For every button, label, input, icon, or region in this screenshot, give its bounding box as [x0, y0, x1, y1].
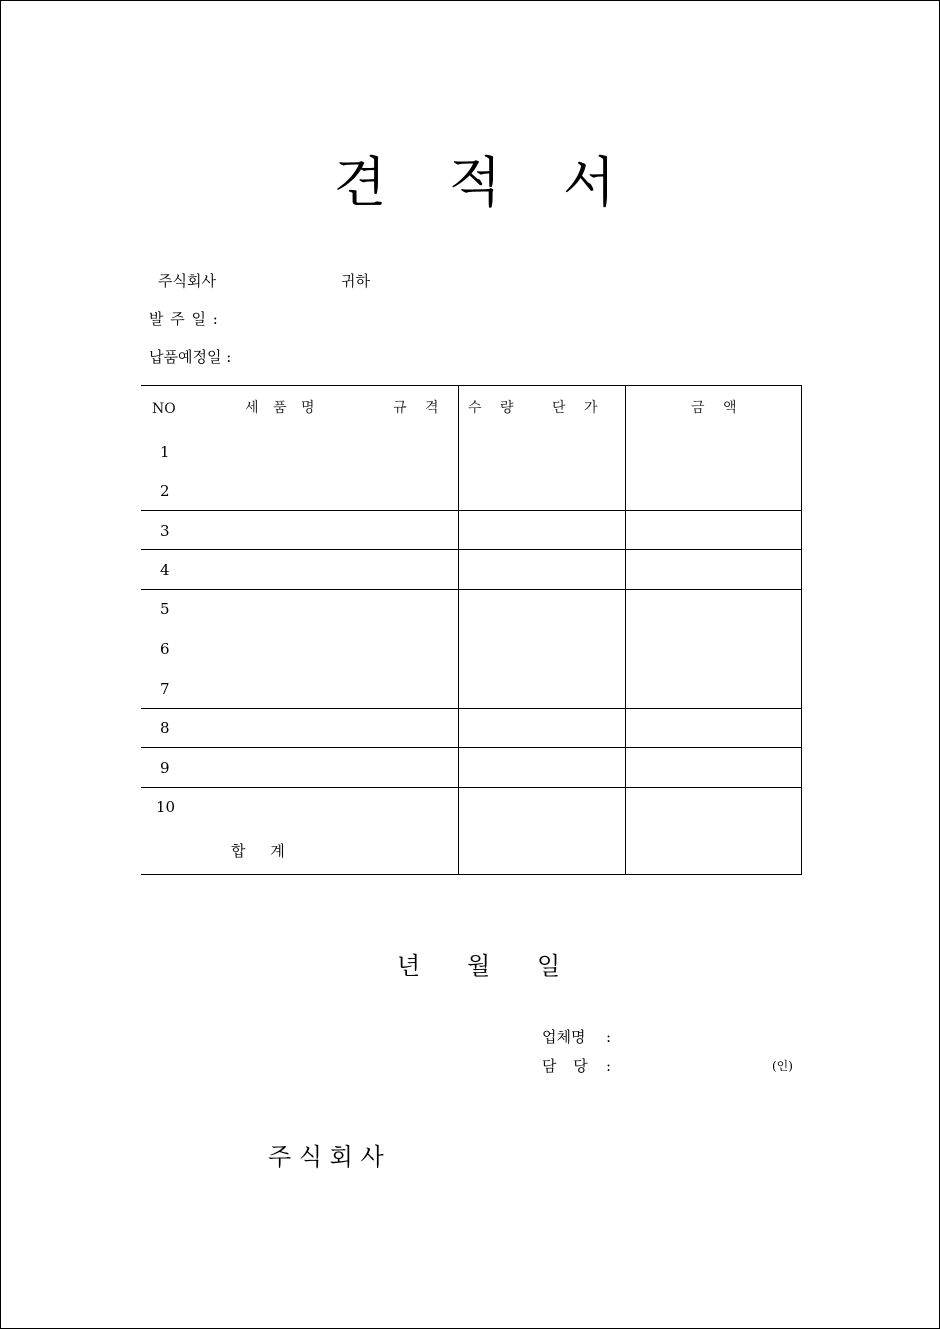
date-year: 년 — [397, 952, 421, 980]
row-number: 9 — [160, 759, 170, 777]
row-number: 4 — [160, 561, 170, 579]
header-amount: 금 액 — [691, 400, 737, 416]
header-spec: 규 격 — [393, 400, 439, 416]
row-number: 6 — [160, 640, 170, 658]
title-char-2: 적 — [449, 151, 502, 214]
row-number: 3 — [160, 522, 170, 540]
supplier-company-label: 업체명 — [542, 1028, 586, 1046]
row-number: 2 — [160, 482, 170, 500]
header-unit-price: 단 가 — [552, 400, 598, 416]
row-number: 8 — [160, 719, 170, 737]
delivery-date-label: 납품예정일 : — [149, 348, 232, 366]
supplier-company-colon: : — [606, 1028, 612, 1046]
supplier-manager-label: 담 당 — [542, 1057, 588, 1075]
seal-mark: (인) — [772, 1059, 793, 1073]
recipient-honorific: 귀하 — [341, 272, 370, 290]
header-item-name: 세 품 명 — [245, 400, 315, 416]
row-number: 7 — [160, 680, 170, 698]
footer-company: 주 식 회 사 — [268, 1143, 384, 1171]
date-month: 월 — [467, 952, 491, 980]
header-no: NO — [152, 401, 176, 417]
row-number: 10 — [156, 798, 176, 816]
title-char-1: 견 — [334, 151, 387, 214]
order-date-label: 발 주 일 : — [149, 310, 219, 328]
row-number: 5 — [160, 600, 170, 618]
date-day: 일 — [537, 952, 561, 980]
header-quantity: 수 량 — [468, 400, 514, 416]
total-label: 합 계 — [231, 842, 285, 860]
recipient-company: 주식회사 — [158, 272, 216, 290]
title-char-3: 서 — [563, 151, 616, 214]
row-number: 1 — [160, 443, 170, 461]
supplier-manager-colon: : — [606, 1057, 612, 1075]
